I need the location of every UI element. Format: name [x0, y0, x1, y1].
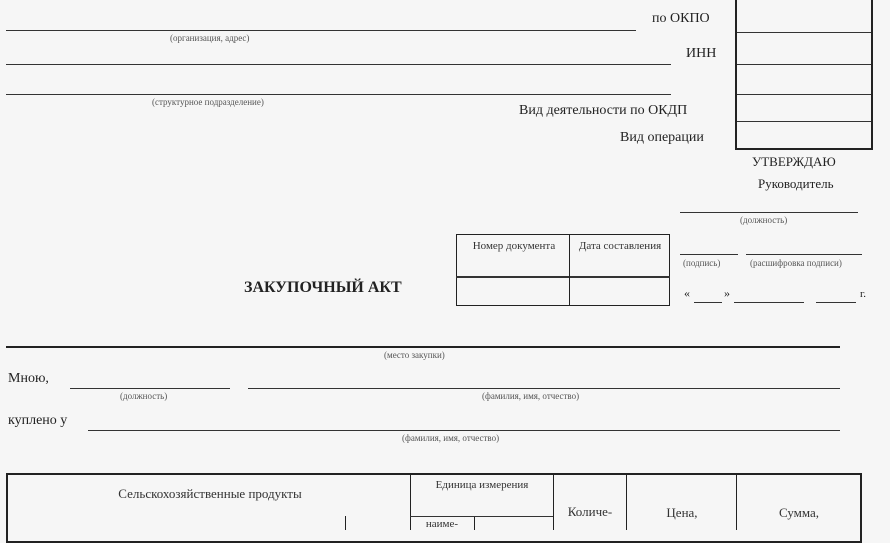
bought-label: куплено у	[8, 413, 68, 428]
doc-date-cell[interactable]	[571, 279, 669, 304]
codes-row-4	[737, 121, 871, 122]
approve-label: УТВЕРЖДАЮ	[752, 154, 836, 169]
subdivision-line	[6, 94, 671, 95]
quantity-header: Количе-	[567, 504, 613, 519]
organization-line	[6, 30, 636, 31]
table-sub-col-2	[474, 516, 475, 530]
inn-label: ИНН	[686, 46, 717, 61]
table-col-1	[410, 474, 411, 530]
me-position-line[interactable]	[70, 388, 230, 389]
codes-row-2	[737, 64, 871, 65]
approval-decoding-caption: (расшифровка подписи)	[750, 258, 842, 268]
codes-box	[735, 0, 873, 150]
codes-row-1	[737, 32, 871, 33]
price-header: Цена,	[666, 505, 698, 520]
doc-number-header: Номер документа	[472, 240, 556, 252]
approval-position-line	[680, 212, 858, 213]
products-header: Сельскохозяйственные продукты	[118, 486, 302, 501]
table-col-2	[553, 474, 554, 530]
approval-position-caption: (должность)	[740, 215, 788, 225]
unit-header: Единица измерения	[435, 479, 529, 491]
me-fio-line[interactable]	[248, 388, 840, 389]
doc-number-cell[interactable]	[458, 279, 568, 304]
date-year-suffix: г.	[860, 288, 867, 300]
okdp-label: Вид деятельности по ОКДП	[519, 103, 688, 118]
date-open-quote: «	[684, 286, 690, 300]
me-fio-caption: (фамилия, имя, отчество)	[482, 391, 580, 401]
doc-date-header: Дата составления	[578, 240, 662, 252]
unit-name-sub: наиме-	[425, 518, 459, 530]
organization-line-2	[6, 64, 671, 65]
doc-table-col-divider	[569, 234, 570, 306]
head-label: Руководитель	[758, 176, 834, 191]
date-year-line[interactable]	[816, 302, 856, 303]
approval-signature-line	[680, 254, 738, 255]
bought-fio-line[interactable]	[88, 430, 840, 431]
table-col-4	[736, 474, 737, 530]
approval-signature-caption: (подпись)	[683, 258, 721, 268]
subdivision-caption: (структурное подразделение)	[152, 97, 264, 107]
me-position-caption: (должность)	[120, 391, 168, 401]
place-line[interactable]	[6, 346, 840, 348]
sum-header: Сумма,	[778, 505, 820, 520]
date-close-quote: »	[724, 286, 730, 300]
organization-caption: (организация, адрес)	[170, 33, 250, 43]
operation-label: Вид операции	[620, 130, 704, 145]
table-col-3	[626, 474, 627, 530]
table-sub-col-1	[345, 516, 346, 530]
date-day-line[interactable]	[694, 302, 722, 303]
place-caption: (место закупки)	[384, 350, 445, 360]
approval-decoding-line	[746, 254, 862, 255]
me-label: Мною,	[8, 371, 49, 386]
bought-fio-caption: (фамилия, имя, отчество)	[402, 433, 500, 443]
document-title: ЗАКУПОЧНЫЙ АКТ	[244, 279, 402, 296]
date-month-line[interactable]	[734, 302, 804, 303]
doc-table-divider	[456, 276, 670, 278]
okpo-label: по ОКПО	[652, 11, 710, 26]
table-unit-divider	[410, 516, 553, 517]
codes-row-3	[737, 94, 871, 95]
